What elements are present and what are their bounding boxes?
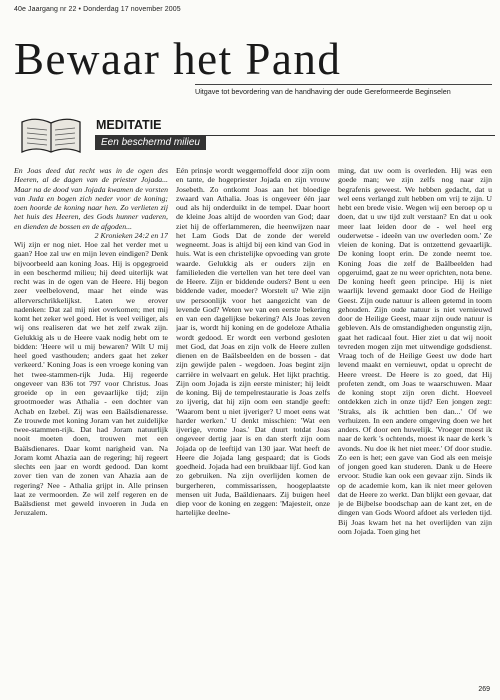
masthead-subline: Uitgave tot bevordering van de handhaving der oude Gereformeerde Beginselen — [195, 84, 492, 96]
column-2 — [176, 166, 330, 686]
column-3-text: ming, dat uw oom is overleden. Hij was een goede man; we zijn zelfs nog naar zijn begrafenis geweest. We hebben gedacht, dat u wel eens verlangd zult hebben om vrij te zijn. U hebt een brede visie. Wegen wij een beroep op u doen, dat u uw tijd zult verstaan? En dat u ook meer laat leiden door de - wel heel erg ouderwetse - ideeën van uw overleden oom.' Ze vleien de koning. Dat is ontzettend gevaarlijk. De koning loopt erin. De zonde neemt toe. Koning Joas die zelf de Baälbeelden had opgeruimd, gaat ze nu weer oprichten, nota bene. De koning heeft geen principe. Hij is niet waarlijk levend gemaakt door God de Heilige Geest. Zijn oude natuur is alleen getemd in toom gehouden. Zijn oude natuur is niet vernieuwd door de Heilige Geest, maar zijn oude natuur is gebleven. Als de omstandigheden ongunstig zijn, gaat het radicaal fout. Hier ziet u dat wij nooit tevreden mogen zijn met uitwendige godsdienst. Vraag toch of de Heilige Geest uw dode hart levend maakt en vernieuwt, opdat u oprecht de Heere vreest. De Heere is zo goed, dat Hij profeten zendt, om Joas te waarschuwen. Maar de koning stopt zijn oren dicht. Hoeveel ontdekken zich in onze tijd? Een jongen zegt: 'Straks, als ik achttien ben dan...' Of we verhuizen. In een andere omgeving doen we het anders. Of door een huwelijk. 'Vroeger moest ik naar de kerk 's ochtends, moest ik naar de kerk 's avonds. Nu doe ik het niet meer.' Of door studie. Zo een is het; een gave van God als een meisje of jongen goed kan studeren. Dank u de Heere ervoor. Studie kan ook een gevaar zijn. Sinds ik op de academie kom, kan ik niet meer geloven dat de Heere zo werkt. Dan blijkt een gevaar, dat je de Bijbelse boodschap aan de kant zet, en de dingen van Gods Woord afdoet als verleden tijd. Bij Joas kwam het na het overlijden van zijn oom Jojada. Toen ging het — [338, 166, 492, 536]
scripture-reference: 2 Kronieken 24:2 en 17 — [94, 230, 168, 240]
article-columns — [14, 166, 492, 686]
column-3 — [338, 166, 492, 686]
open-book-icon — [18, 112, 84, 156]
column-2-text: Eén prinsje wordt weggemoffeld door zijn oom en tante, de hogepriester Jojada en zijn vrouw Josebeth. Zo ontkomt Joas aan het bloedige zwaard van Athalia. Joas is ongeveer één jaar oud als hij onderduikt in de tempel. Daar hoort de kleine Joas altijd de woorden van God; daar ziet hij de offerlammeren, die heenwijzen naar het Lam Gods Dat de zonde der wereld wegneemt. Joas is altijd bij een kind van God in huis. Wat is een christelijke opvoeding van grote waarde. Gelukkig als er ouders zijn en familieleden die vertellen van het tere deel van de Heere. Zijn er biddende ouders? Bent u een biddende vader, moeder? Worstelt u? Wie zijn uw persoonlijk voor het aangezicht van de levende God? Weten we van een eerste bekering en van een dagelijkse bekering? Als Joas zeven jaar is, wordt hij koning en de godeloze Athalia wordt gedood. Er wordt een verbond gesloten met God, dat Joas en zijn volk de Heere zullen dienen en de Baälsbeelden en de bossen - dat zijn gewijde palen - wegdoen. Joas begint zijn carrière in welvaart en geluk. Het lijkt prachtig. Zijn oom Jojada is zijn eerste minister; hij leidt de koning. Bij de tempelrestauratie is Joas zelfs zo ijverig, dat hij zijn oom een standje geeft: 'Waarom bent u niet ijveriger? U moet eens wat harder werken.' U denkt misschien: 'Wat een ijverige, vrome Joas.' Dat duurt totdat Joas ongeveer dertig jaar is en dan sterft zijn oom Jojada op de leeftijd van 130 jaar. Wat heeft de Heere die Jojada lang gespaard; dat is Gods goedheid. Jojada had een bruikbaar lijf. God kan zo gebruiken. Na zijn overlijden komen de burgerheren, commissarissen, hoogeplaatste mensen uit Juda, Baäldienaars. Zij buigen heel diep voor de koning en zeggen: 'Majesteit, onze hartelijke deelne- — [176, 166, 330, 518]
page-number: 269 — [478, 686, 490, 693]
column-1-text: Wij zijn er nog niet. Hoe zal het verder met u gaan? Hoe zal uw en mijn leven eindigen? Denk bijvoorbeeld aan koning Joas. Hij is opgegroeid in een beschermd milieu; hij deed uiterlijk wat recht was in de ogen van de Heere. Hij begon zeer veelbelovend, maar het einde was allerverschrikkelijkst. Laten we erover nadenken: Dat zal mij niet overkomen; met mij komt het zeker wel goed. Het is veel veiliger, als wij ons realiseren dat we het zelf zwak zijn. Gelukkig als u de Heere vaak nodig hebt om te bidden: 'Heere wil u mij bewaren? Wilt U mij heel goed vasthouden; anders gaat het zeker verkeerd.' Koning Joas is een vroege koning van het twee-stammen-rijk Juda. Hij regeerde ongeveer van 836 tot 797 voor Christus. Joas groeide op in een gevaarlijke tijd; zijn grootmoeder was Athalia - een dochter van Achab en Izebel. Zij was een Baälsdienaresse. Ze trouwde met koning Joram van het zuidelijke twee-stammen-rijk. Dat had Joram natuurlijk nooit moeten doen, trouwen met een Baälsdienares. Daar komt narigheid van. Na Joram komt Ahazia aan de regering; hij regeert slechts een jaar en wordt gedood. Dan komt zover tien van de zonen van Ahazia aan de regering? Nee - Athalia grijpt in. Alle prinsen laat ze vermoorden. Ze wil zelf regeren en de Baälsdienst met geweld invoeren in Juda en Jeruzalem. — [14, 240, 168, 518]
column-1 — [14, 166, 168, 686]
masthead-title: Bewaar het Pand — [14, 34, 342, 84]
scripture-quote: En Joas deed dat recht was in de ogen des Heeren, al de dagen van de priester Jojada... Maar na de dood van Jojada kwamen de vorsten van Juda en bogen zich neder voor de koning; toen hoorde de koning naar hen. Zo verlieten zij het huis des Heeren, des Gods hunner vaderen, en dienden de bossen en de afgoden... — [14, 166, 168, 231]
section-title: MEDITATIE — [96, 118, 162, 132]
issue-line: 40e Jaargang nr 22 • Donderdag 17 november 2005 — [14, 6, 181, 13]
article-subtitle: Een beschermd milieu — [95, 136, 206, 150]
